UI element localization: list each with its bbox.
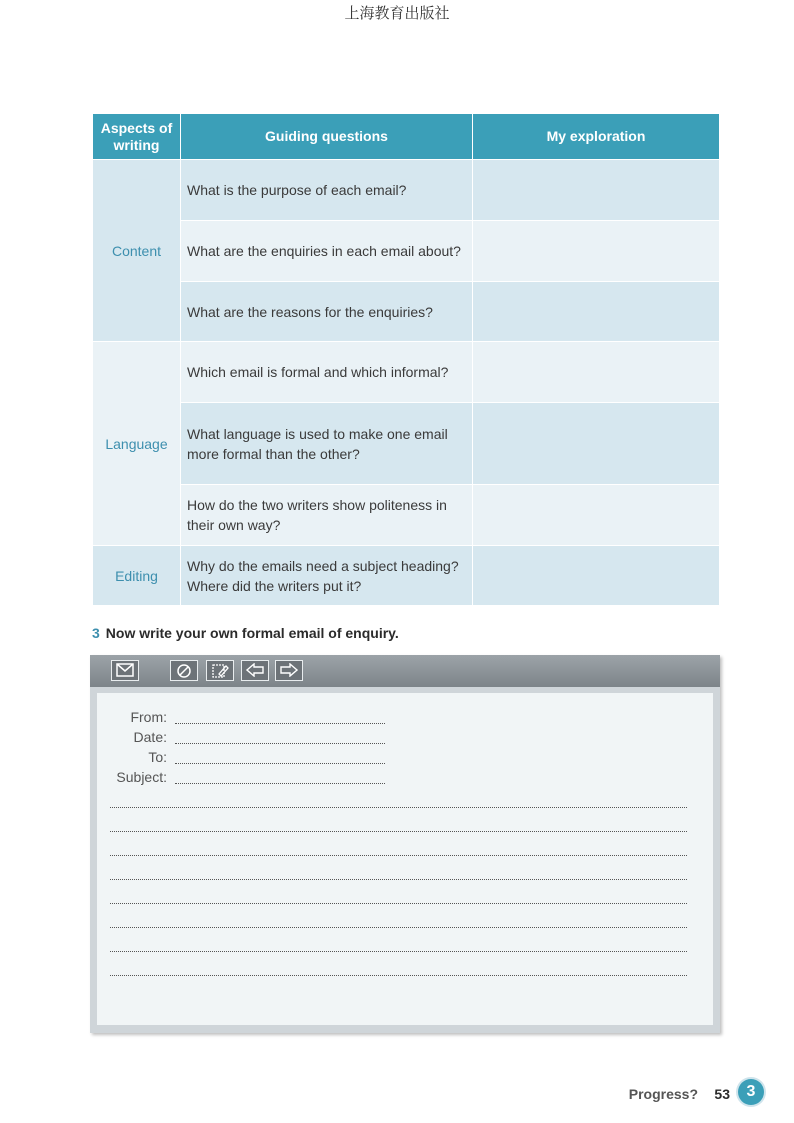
column-header-exploration: My exploration — [473, 114, 720, 160]
writing-line[interactable] — [110, 807, 687, 808]
writing-line[interactable] — [110, 975, 687, 976]
unit-badge: 3 — [738, 1079, 764, 1105]
table-row — [93, 221, 720, 282]
exploration-cell[interactable] — [473, 485, 720, 546]
exploration-cell[interactable] — [473, 160, 720, 221]
field-label-to: To: — [148, 749, 167, 765]
guiding-question: What language is used to make one email more formal than the other? — [181, 403, 473, 485]
aspect-editing: Editing — [93, 546, 181, 606]
column-header-questions: Guiding questions — [181, 114, 473, 160]
guiding-question: What are the reasons for the enquiries? — [181, 282, 473, 342]
back-arrow-icon[interactable] — [241, 660, 269, 681]
guiding-question: What are the enquiries in each email about? — [181, 221, 473, 282]
forward-arrow-icon[interactable] — [275, 660, 303, 681]
aspect-content: Content — [93, 160, 181, 342]
exploration-cell[interactable] — [473, 403, 720, 485]
page-footer — [0, 1076, 794, 1106]
task-text: Now write your own formal email of enquiry. — [105, 625, 399, 641]
writing-line[interactable] — [110, 927, 687, 928]
writing-line[interactable] — [110, 903, 687, 904]
writing-line[interactable] — [110, 855, 687, 856]
field-label-from: From: — [130, 709, 167, 725]
table-row — [93, 546, 720, 606]
table-row — [93, 160, 720, 221]
publisher-name: 上海教育出版社 — [344, 4, 450, 22]
table-row — [93, 403, 720, 485]
to-line[interactable] — [175, 763, 385, 764]
guiding-question: What is the purpose of each email? — [181, 160, 473, 221]
subject-line[interactable] — [175, 783, 385, 784]
guiding-question: Why do the emails need a subject heading? Where did the writers put it? — [181, 546, 473, 606]
field-label-date: Date: — [133, 729, 167, 745]
exploration-cell[interactable] — [473, 342, 720, 403]
from-line[interactable] — [175, 723, 385, 724]
exploration-cell[interactable] — [473, 282, 720, 342]
guiding-question: How do the two writers show politeness in their own way? — [181, 485, 473, 546]
exploration-cell[interactable] — [473, 221, 720, 282]
aspect-language: Language — [93, 342, 181, 546]
table-row — [93, 485, 720, 546]
writing-line[interactable] — [110, 879, 687, 880]
cancel-icon[interactable] — [170, 660, 198, 681]
task-number: 3 — [92, 625, 100, 641]
footer-label: Progress? — [628, 1086, 698, 1102]
email-body — [97, 693, 713, 1025]
edit-icon[interactable] — [206, 660, 234, 681]
table-row — [93, 282, 720, 342]
guiding-question: Which email is formal and which informal? — [181, 342, 473, 403]
envelope-icon[interactable] — [111, 660, 139, 681]
email-toolbar — [90, 655, 720, 687]
page-number: 53 — [714, 1086, 730, 1102]
writing-aspects-table — [92, 113, 720, 606]
task-instruction — [92, 625, 399, 641]
writing-line[interactable] — [110, 951, 687, 952]
table-row — [93, 342, 720, 403]
column-header-aspects: Aspects of writing — [93, 114, 181, 160]
exploration-cell[interactable] — [473, 546, 720, 606]
writing-line[interactable] — [110, 831, 687, 832]
date-line[interactable] — [175, 743, 385, 744]
field-label-subject: Subject: — [116, 769, 167, 785]
email-form — [90, 655, 720, 1033]
